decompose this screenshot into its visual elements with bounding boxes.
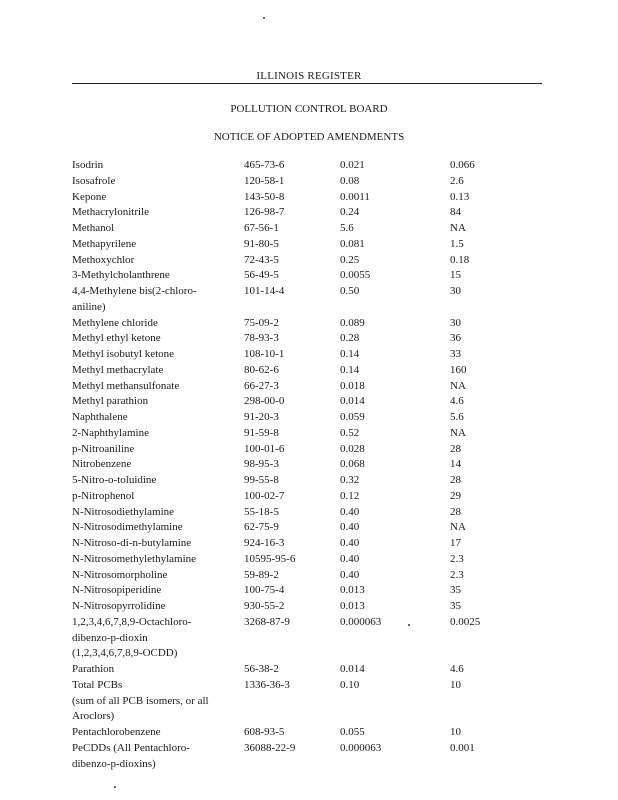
row-name: PeCDDs (All Pentachloro- — [72, 741, 190, 754]
row-name: Methanol — [72, 222, 115, 234]
row-nonwastewater-value — [450, 300, 510, 316]
row-wastewater-value: 0.14 — [340, 363, 360, 376]
row-nonwastewater-value: 35 — [450, 584, 461, 597]
row-cas-number: 80-62-6 — [244, 363, 279, 376]
table-row — [72, 709, 510, 725]
table-row — [72, 410, 510, 426]
table-row — [72, 473, 510, 489]
row-wastewater-value: 0.0055 — [340, 269, 371, 282]
row-nonwastewater-value — [450, 631, 510, 647]
row-cas-number: 91-20-3 — [244, 411, 279, 423]
table-row — [72, 599, 510, 615]
row-name: N-Nitrosomethylethylamine — [72, 552, 197, 565]
table-row — [72, 379, 510, 395]
row-cas-number: 91-59-8 — [244, 426, 279, 439]
row-cas-number: 608-93-5 — [244, 726, 285, 738]
row-name: 5-Nitro-o-toluidine — [72, 474, 157, 486]
table-row — [72, 331, 510, 347]
row-cas-number: 67-56-1 — [244, 222, 279, 234]
row-nonwastewater-value: 28 — [450, 474, 461, 486]
row-nonwastewater-value: 30 — [450, 285, 461, 297]
row-nonwastewater-value: 30 — [450, 316, 461, 329]
row-wastewater-value: 0.08 — [340, 174, 360, 187]
row-wastewater-value: 0.0011 — [340, 190, 370, 203]
row-wastewater-value: 0.40 — [340, 568, 360, 581]
row-name: p-Nitrophenol — [72, 489, 135, 502]
row-nonwastewater-value: 2.6 — [450, 174, 464, 187]
row-nonwastewater-value: 28 — [450, 505, 461, 518]
row-cas-number: 465-73-6 — [244, 159, 285, 171]
row-name: Parathion — [72, 663, 115, 675]
row-name: N-Nitrosodimethylamine — [72, 521, 183, 534]
row-name: Nitrobenzene — [72, 458, 132, 471]
scan-speck — [263, 17, 265, 19]
table-row — [72, 615, 510, 631]
table-row — [72, 237, 510, 253]
row-nonwastewater-value — [450, 646, 510, 662]
row-cas-number: 72-43-5 — [244, 253, 279, 266]
row-cas-number: 75-09-2 — [244, 316, 279, 329]
row-name: 1,2,3,4,6,7,8,9-Octachloro- — [72, 615, 192, 628]
row-cas-number: 91-80-5 — [244, 237, 279, 250]
row-wastewater-value: 0.000063 — [340, 615, 382, 628]
row-nonwastewater-value: 28 — [450, 442, 461, 455]
row-name: p-Nitroaniline — [72, 442, 135, 455]
row-name: N-Nitroso-di-n-butylamine — [72, 537, 192, 549]
row-wastewater-value: 0.14 — [340, 348, 360, 360]
row-wastewater-value: 0.28 — [340, 332, 360, 345]
row-cas-number — [244, 646, 340, 662]
row-name: Methyl ethyl ketone — [72, 332, 161, 345]
table-row — [72, 284, 510, 300]
row-cas-number: 924-16-3 — [244, 537, 285, 549]
row-name: 4,4-Methylene bis(2-chloro- — [72, 285, 197, 297]
row-name: N-Nitrosodiethylamine — [72, 505, 175, 518]
table-row — [72, 678, 510, 694]
table-row — [72, 646, 510, 662]
row-cas-number: 66-27-3 — [244, 379, 279, 392]
header-rule — [72, 83, 542, 84]
table-row — [72, 394, 510, 410]
table-row — [72, 631, 510, 647]
table-row — [72, 725, 510, 741]
row-name: Methyl isobutyl ketone — [72, 348, 175, 360]
row-nonwastewater-value: 2.3 — [450, 568, 464, 581]
row-nonwastewater-value: 5.6 — [450, 411, 464, 423]
row-name: Methylene chloride — [72, 316, 158, 329]
row-cas-number: 143-50-8 — [244, 190, 285, 203]
row-cas-number: 56-49-5 — [244, 269, 279, 282]
row-nonwastewater-value: 0.001 — [450, 741, 475, 754]
row-name: Isodrin — [72, 159, 104, 171]
row-cas-number: 62-75-9 — [244, 521, 279, 534]
row-nonwastewater-value: 0.13 — [450, 190, 470, 203]
row-wastewater-value: 0.25 — [340, 253, 360, 266]
row-cas-number: 100-02-7 — [244, 489, 285, 502]
constituents-table-body — [72, 158, 510, 772]
row-nonwastewater-value: 33 — [450, 348, 461, 360]
scan-speck — [114, 786, 116, 788]
row-wastewater-value: 0.000063 — [340, 741, 382, 754]
row-wastewater-value: 5.6 — [340, 222, 354, 234]
row-name: Methoxychlor — [72, 253, 135, 266]
row-cas-number: 100-75-4 — [244, 584, 285, 597]
row-wastewater-value — [340, 709, 450, 725]
notice-title: NOTICE OF ADOPTED AMENDMENTS — [213, 131, 405, 143]
table-row — [72, 158, 510, 174]
row-wastewater-value: 0.089 — [340, 316, 365, 329]
row-wastewater-value: 0.24 — [340, 206, 360, 219]
table-row — [72, 426, 510, 442]
row-name: N-Nitrosomorpholine — [72, 568, 168, 581]
row-wastewater-value: 0.014 — [340, 663, 365, 675]
row-cas-number — [244, 631, 340, 647]
table-row — [72, 741, 510, 757]
row-cas-number: 98-95-3 — [244, 458, 279, 471]
row-wastewater-value: 0.40 — [340, 521, 360, 534]
scan-speck — [408, 624, 410, 626]
table-row — [72, 190, 510, 206]
row-cas-number: 55-18-5 — [244, 505, 279, 518]
row-name: Naphthalene — [72, 411, 128, 423]
row-name: (1,2,3,4,6,7,8,9-OCDD) — [72, 647, 178, 660]
row-cas-number — [244, 300, 340, 316]
table-row — [72, 568, 510, 584]
row-wastewater-value: 0.52 — [340, 426, 360, 439]
row-name: Kepone — [72, 190, 107, 203]
row-wastewater-value — [340, 631, 450, 647]
table-row — [72, 457, 510, 473]
row-nonwastewater-value: 10 — [450, 726, 461, 738]
row-nonwastewater-value: 36 — [450, 332, 461, 345]
table-row — [72, 442, 510, 458]
row-name: Isosafrole — [72, 174, 116, 187]
row-wastewater-value: 0.028 — [340, 442, 365, 455]
row-name: Methyl methansulfonate — [72, 379, 180, 392]
row-wastewater-value: 0.068 — [340, 458, 365, 471]
row-wastewater-value: 0.12 — [340, 489, 360, 502]
table-row — [72, 316, 510, 332]
row-cas-number: 3268-87-9 — [244, 615, 290, 628]
row-nonwastewater-value: NA — [450, 426, 466, 439]
row-name: N-Nitrosopyrrolidine — [72, 600, 166, 612]
row-name: dibenzo-p-dioxin — [72, 631, 148, 644]
row-cas-number: 99-55-8 — [244, 474, 279, 486]
register-title: ILLINOIS REGISTER — [256, 70, 362, 82]
table-row — [72, 174, 510, 190]
constituents-table — [72, 158, 510, 772]
row-nonwastewater-value: 0.066 — [450, 159, 475, 171]
row-nonwastewater-value: 2.3 — [450, 552, 464, 565]
row-name: 2-Naphthylamine — [72, 426, 149, 439]
row-name: aniline) — [72, 300, 106, 313]
row-wastewater-value — [340, 300, 450, 316]
row-wastewater-value: 0.40 — [340, 552, 360, 565]
row-name: Aroclors) — [72, 710, 115, 723]
row-nonwastewater-value: 0.18 — [450, 253, 470, 266]
row-wastewater-value: 0.50 — [340, 285, 360, 297]
table-row — [72, 694, 510, 710]
row-nonwastewater-value: NA — [450, 379, 466, 392]
table-row — [72, 583, 510, 599]
row-cas-number: 126-98-7 — [244, 206, 285, 219]
table-row — [72, 757, 510, 773]
row-cas-number: 36088-22-9 — [244, 741, 296, 754]
row-name: Methapyrilene — [72, 237, 137, 250]
row-wastewater-value: 0.013 — [340, 584, 365, 597]
row-wastewater-value: 0.059 — [340, 411, 365, 423]
row-cas-number: 120-58-1 — [244, 174, 285, 187]
row-wastewater-value: 0.021 — [340, 159, 365, 171]
row-wastewater-value: 0.081 — [340, 237, 365, 250]
row-wastewater-value: 0.40 — [340, 537, 360, 549]
table-row — [72, 552, 510, 568]
row-cas-number: 108-10-1 — [244, 348, 285, 360]
table-row — [72, 253, 510, 269]
row-cas-number: 56-38-2 — [244, 663, 279, 675]
row-cas-number: 101-14-4 — [244, 285, 285, 297]
row-nonwastewater-value: 84 — [450, 206, 461, 219]
row-cas-number: 930-55-2 — [244, 600, 285, 612]
row-cas-number: 59-89-2 — [244, 568, 279, 581]
row-cas-number: 100-01-6 — [244, 442, 285, 455]
row-name: 3-Methylcholanthrene — [72, 269, 170, 282]
row-name: Methacrylonitrile — [72, 206, 149, 219]
row-name: N-Nitrosopiperidine — [72, 584, 162, 597]
row-nonwastewater-value: 29 — [450, 489, 461, 502]
row-wastewater-value: 0.018 — [340, 379, 365, 392]
row-nonwastewater-value: 10 — [450, 678, 461, 691]
row-nonwastewater-value: 1.5 — [450, 237, 464, 250]
row-wastewater-value: 0.055 — [340, 726, 365, 738]
table-row — [72, 221, 510, 237]
board-title: POLLUTION CONTROL BOARD — [230, 103, 388, 115]
row-name: (sum of all PCB isomers, or all — [72, 694, 209, 707]
row-wastewater-value: 0.014 — [340, 395, 365, 408]
row-nonwastewater-value: 35 — [450, 600, 461, 612]
row-cas-number — [244, 694, 340, 710]
table-row — [72, 268, 510, 284]
row-cas-number: 298-00-0 — [244, 395, 285, 408]
row-nonwastewater-value — [450, 694, 510, 710]
table-row — [72, 205, 510, 221]
table-row — [72, 363, 510, 379]
row-nonwastewater-value: 0.0025 — [450, 615, 481, 628]
table-row — [72, 300, 510, 316]
row-cas-number — [244, 709, 340, 725]
table-row — [72, 662, 510, 678]
row-name: Methyl parathion — [72, 395, 149, 408]
row-wastewater-value: 0.40 — [340, 505, 360, 518]
row-cas-number: 1336-36-3 — [244, 678, 290, 691]
row-wastewater-value — [340, 646, 450, 662]
table-row — [72, 505, 510, 521]
row-nonwastewater-value: 17 — [450, 537, 461, 549]
row-wastewater-value: 0.32 — [340, 474, 360, 486]
row-nonwastewater-value: 4.6 — [450, 663, 464, 675]
row-wastewater-value: 0.013 — [340, 600, 365, 612]
row-nonwastewater-value: 160 — [450, 363, 467, 376]
row-nonwastewater-value: 14 — [450, 458, 461, 471]
row-name: Total PCBs — [72, 678, 123, 691]
row-name: Pentachlorobenzene — [72, 726, 161, 738]
row-wastewater-value — [340, 757, 450, 773]
row-nonwastewater-value: 15 — [450, 269, 461, 282]
row-cas-number: 10595-95-6 — [244, 552, 296, 565]
row-nonwastewater-value: 4.6 — [450, 395, 464, 408]
table-row — [72, 536, 510, 552]
table-row — [72, 489, 510, 505]
row-name: dibenzo-p-dioxins) — [72, 757, 156, 770]
row-name: Methyl methacrylate — [72, 363, 164, 376]
row-wastewater-value: 0.10 — [340, 678, 360, 691]
table-row — [72, 347, 510, 363]
row-nonwastewater-value — [450, 709, 510, 725]
row-nonwastewater-value: NA — [450, 222, 466, 234]
row-nonwastewater-value: NA — [450, 521, 466, 534]
row-wastewater-value — [340, 694, 450, 710]
row-cas-number — [244, 757, 340, 773]
row-nonwastewater-value — [450, 757, 510, 773]
table-row — [72, 520, 510, 536]
row-cas-number: 78-93-3 — [244, 332, 279, 345]
